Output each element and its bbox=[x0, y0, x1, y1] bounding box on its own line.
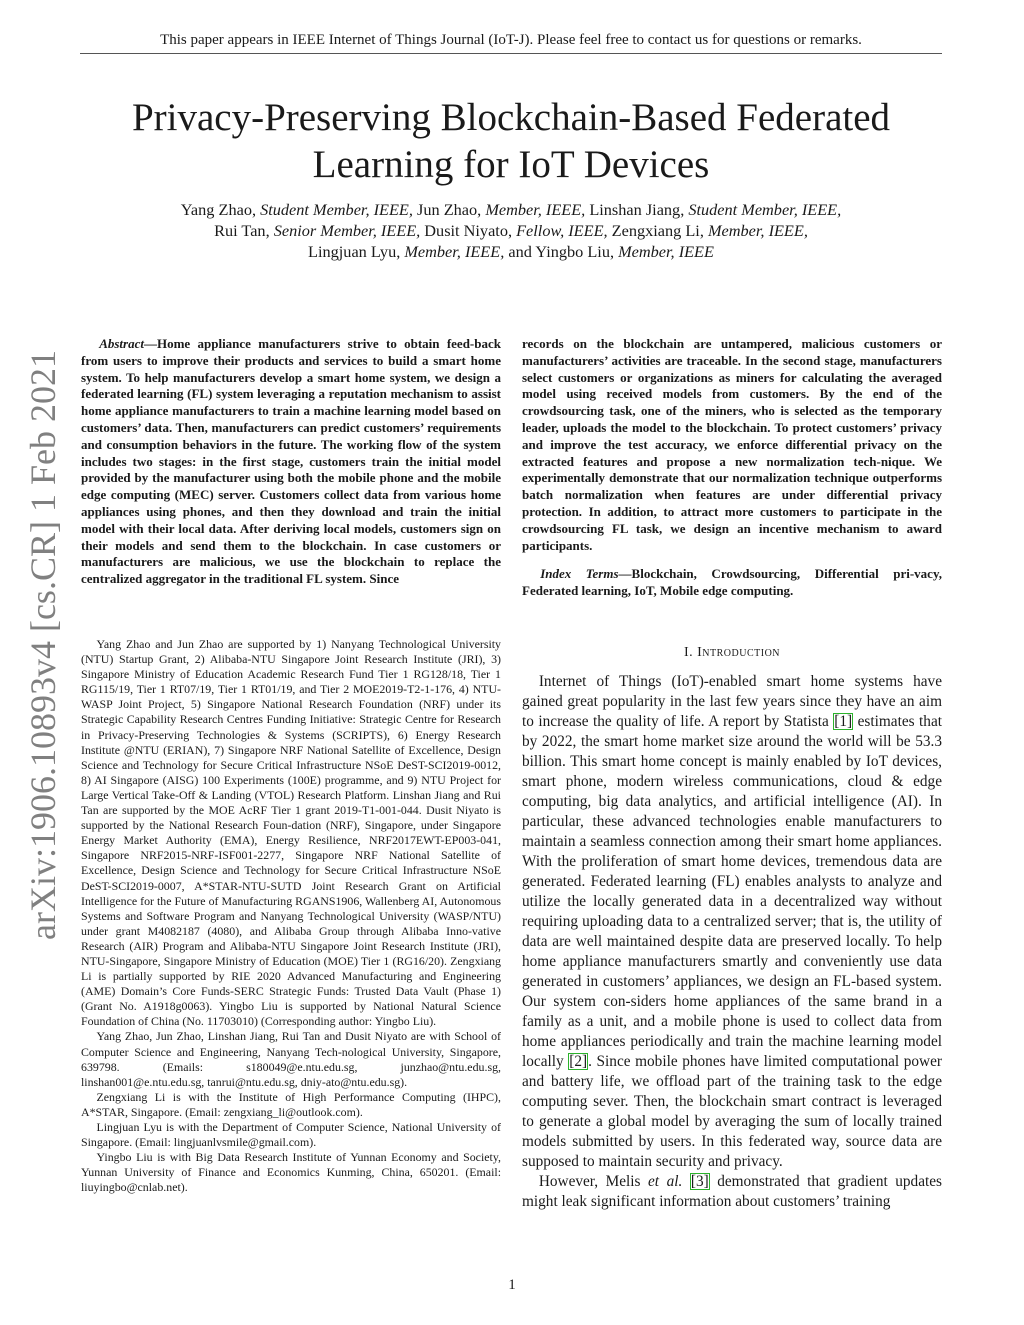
spacer bbox=[522, 554, 942, 566]
section-heading-introduction bbox=[522, 645, 942, 661]
et-al-italic: et al. bbox=[648, 1173, 683, 1190]
author-affiliation: Member, IEEE, bbox=[404, 242, 505, 261]
author-list bbox=[100, 199, 922, 262]
arxiv-identifier-stamp: arXiv:1906.10893v4 [cs.CR] 1 Feb 2021 bbox=[23, 350, 63, 940]
author-name: and Yingbo Liu, bbox=[508, 242, 615, 261]
footnote-affiliation-nus: Lingjuan Lyu is with the Department of Computer Science, National University of Singapore. (Email: lingjuanlvsmile@gmail.com). bbox=[81, 1120, 501, 1150]
author-name: Lingjuan Lyu, bbox=[308, 242, 401, 261]
header-divider bbox=[80, 53, 942, 54]
footnote-affiliation-ihpc: Zengxiang Li is with the Institute of High Performance Computing (IHPC), A*STAR, Singapore. (Email: zengxiang_li@outlook.com). bbox=[81, 1089, 501, 1119]
section-title: Introduction bbox=[697, 645, 781, 660]
intro-text: demonstrated that gradient updates might leak significant information about customers’ training bbox=[522, 1173, 942, 1210]
paper-title bbox=[80, 94, 942, 188]
author-affiliation: Member, IEEE bbox=[618, 242, 714, 261]
abstract-lead: Abstract bbox=[99, 336, 144, 351]
author-name: Jun Zhao, bbox=[417, 200, 482, 219]
citation-link-2[interactable]: [2] bbox=[569, 1053, 588, 1070]
title-line-2: Learning for IoT Devices bbox=[312, 143, 710, 186]
title-line-1: Privacy-Preserving Blockchain-Based Federated bbox=[131, 96, 891, 139]
footnote-affiliation-ntu: Yang Zhao, Jun Zhao, Linshan Jiang, Rui Tan and Dusit Niyato are with School of Computer Science and Engineering, Nanyang Tech-nological University, Singapore, 639798. (Emails: s180049@e.ntu.edu.sg, junzhao@ntu.edu.sg, linshan001@e.ntu.edu.sg, tanrui@ntu.edu.sg, dniy-ato@ntu.edu.sg). bbox=[81, 1029, 501, 1089]
author-affiliation: Member, IEEE, bbox=[707, 221, 808, 240]
section-numeral: I. bbox=[683, 645, 694, 660]
intro-text: However, Melis bbox=[538, 1173, 649, 1190]
footnote-affiliation-yunnan: Yingbo Liu is with Big Data Research Institute of Yunnan Economy and Society, Yunnan University of Finance and Economics Kunming, China, 650201. (Email: liuyingbo@cnlab.net). bbox=[81, 1150, 501, 1195]
footnote-funding: Yang Zhao and Jun Zhao are supported by 1) Nanyang Technological University (NTU) Startup Grant, 2) Alibaba-NTU Singapore Joint Research Institute (JRI), 3) Singapore Ministry of Education Academic Research Fund Tier 1 RG128/18, Tier 1 RG115/19, Tier 1 RT07/19, Tier 1 RT01/19, and Tier 2 MOE2019-T2-1-176, 4) NTU-WASP Joint Project, 5) Singapore National Research Foundation (NRF) under its Strategic Capability Research Centres Funding Initiative: Strategic Centre for Research in Privacy-Preserving Technologies & Systems (SCRIPTS), 6) Energy Research Institute @NTU (ERIAN), 7) Singapore NRF National Satellite of Excellence, Design Science and Technology for Secure Critical Infrastructure NSoE DeST-SCI2019-0012, 8) AI Singapore (AISG) 100 Experiments (100E) programme, and 9) NTU Project for Large Vertical Take-Off & Landing (VTOL) Research Platform. Linshan Jiang and Rui Tan are supported by the MOE AcRF Tier 1 grant 2019-T1-001-044. Dusit Niyato is supported by the National Research Foun-dation (NRF), Singapore, under Singapore Energy Market Authority (EMA), Energy Resilience, NRF2017EWT-EP003-041, Singapore NRF2015-NRF-ISF001-2277, Singapore NRF National Satellite of Excellence, Design Science and Technology for Secure Critical Infrastructure NSoE DeST-SCI2019-0007, A*STAR-NTU-SUTD Joint Research Grant on Artificial Intelligence for the Future of Manufacturing RGANS1906, Wallenberg AI, Autonomous Systems and Software Program and Nanyang Technological University (WASP/NTU) under grant M4082187 (4080), and Alibaba Group through Alibaba Inno-vative Research (AIR) Program and Alibaba-NTU Singapore Joint Research Institute (JRI), NTU-Singapore, Singapore Ministry of Education (MOE) Tier 1 (RG16/20). Zengxiang Li is partially supported by RIE 2020 Advanced Manufacturing and Engineering (AME) Domain’s Core Funds-SERC Strategic Funds: Trusted Data Vault (Phase 1) (Grant No. A1918g0063). Yingbo Liu is supported by National Natural Science Foundation of China (No. 11703010) (Corresponding author: Yingbo Liu). bbox=[81, 637, 501, 1029]
journal-header-note: This paper appears in IEEE Internet of Things Journal (IoT-J). Please feel free to contact us for questions or remarks. bbox=[160, 32, 862, 48]
index-terms-text: —Blockchain, Crowdsourcing, Differential pri-vacy, Federated learning, IoT, Mobile edge computing. bbox=[522, 566, 942, 599]
introduction-body bbox=[522, 672, 942, 1212]
abstract-left-column bbox=[81, 336, 501, 588]
abstract-text-part-2: records on the blockchain are untampered, malicious customers or manufacturers’ activities are traceable. In the second stage, manufacturers select customers or organizations as miners for calculating the averaged model using received models from customers. By the end of the crowdsourcing task, one of the miners, who is selected as the temporary leader, uploads the model to the blockchain. To protect customers’ privacy and improve the test accuracy, we enforce differential privacy on the extracted features and propose a new normalization tech-nique. We experimentally demonstrate that our normalization technique outperforms batch normalization when features are under differential privacy protection. In addition, to attract more customers to participate in the crowdsourcing FL task, we design an incentive mechanism to award participants. bbox=[522, 336, 942, 553]
intro-paragraph-1 bbox=[522, 672, 942, 1172]
intro-text: estimates that by 2022, the smart home market size around the world will be 53.3 billion. This smart home concept is mainly enabled by IoT devices, smart phone, modern wireless communications, cloud & edge computing, big data analytics, and artificial intelligence (AI). In particular, these advanced technologies enable manufacturers to maintain a seamless connection among their smart home appliances. With the proliferation of smart home devices, tremendous data are generated. Federated learning (FL) enables analysts to analyze and utilize the locally generated data in a decentralized way without requiring uploading data to a centralized server; that is, the utility of data are well maintained despite data are preserved locally. To help home appliance manufacturers smartly and conveniently use data generated in customers’ appliances, we design an FL-based system. Our system con-siders home appliances of the same brand in a family as a unit, and a mobile phone is used to collect data from home appliances periodically and train the machine learning model locally bbox=[522, 713, 942, 1070]
author-affiliation: Member, IEEE, bbox=[485, 200, 586, 219]
author-footnotes bbox=[81, 637, 501, 1195]
author-name: Zengxiang Li, bbox=[611, 221, 704, 240]
author-name: Dusit Niyato, bbox=[424, 221, 513, 240]
intro-text: Internet of Things (IoT)-enabled smart home systems have gained great popularity in the last few years since they have an aim to increase the quality of life. A report by Statista bbox=[522, 673, 942, 730]
citation-link-1[interactable]: [1] bbox=[834, 713, 853, 730]
author-affiliation: Student Member, IEEE, bbox=[688, 200, 842, 219]
abstract-right-column bbox=[522, 336, 942, 600]
intro-paragraph-2 bbox=[522, 1172, 942, 1212]
author-name: Yang Zhao, bbox=[180, 200, 257, 219]
author-affiliation: Student Member, IEEE, bbox=[260, 200, 413, 219]
citation-link-3[interactable]: [3] bbox=[690, 1173, 709, 1190]
abstract-text-part-1: —Home appliance manufacturers strive to obtain feed-back from users to improve their products and services to build a smart home system. To help manufacturers develop a smart home system, we design a federated learning (FL) system leveraging a reputation mechanism to assist home appliance manufacturers to train a machine learning model based on customers’ data. Then, manufacturers can predict customers’ requirements and consumption behaviors in the future. The working flow of the system includes two stages: in the first stage, customers train the initial model provided by the manufacturer using both the mobile phone and the mobile edge computing (MEC) server. Customers collect data from various home appliances using phones, and then they download and train the initial model with their local data. After deriving local models, customers sign on their models and send them to the blockchain. In case customers or manufacturers are malicious, we use the blockchain to replace the centralized aggregator in the traditional FL system. Since bbox=[81, 336, 501, 587]
intro-text: . Since mobile phones have limited computational power and battery life, we offload part of the training task to the edge computing sever. Then, the blockchain smart contract is leveraged to generate a global model by averaging the sum of locally trained models submitted by users. In this federated way, source data are supposed to maintain security and privacy. bbox=[522, 1053, 942, 1170]
author-affiliation: Senior Member, IEEE, bbox=[273, 221, 421, 240]
author-name: Linshan Jiang, bbox=[589, 200, 685, 219]
page-number: 1 bbox=[508, 1277, 516, 1293]
author-name: Rui Tan, bbox=[214, 221, 270, 240]
author-affiliation: Fellow, IEEE, bbox=[516, 221, 608, 240]
index-terms-lead: Index Terms bbox=[540, 566, 619, 582]
